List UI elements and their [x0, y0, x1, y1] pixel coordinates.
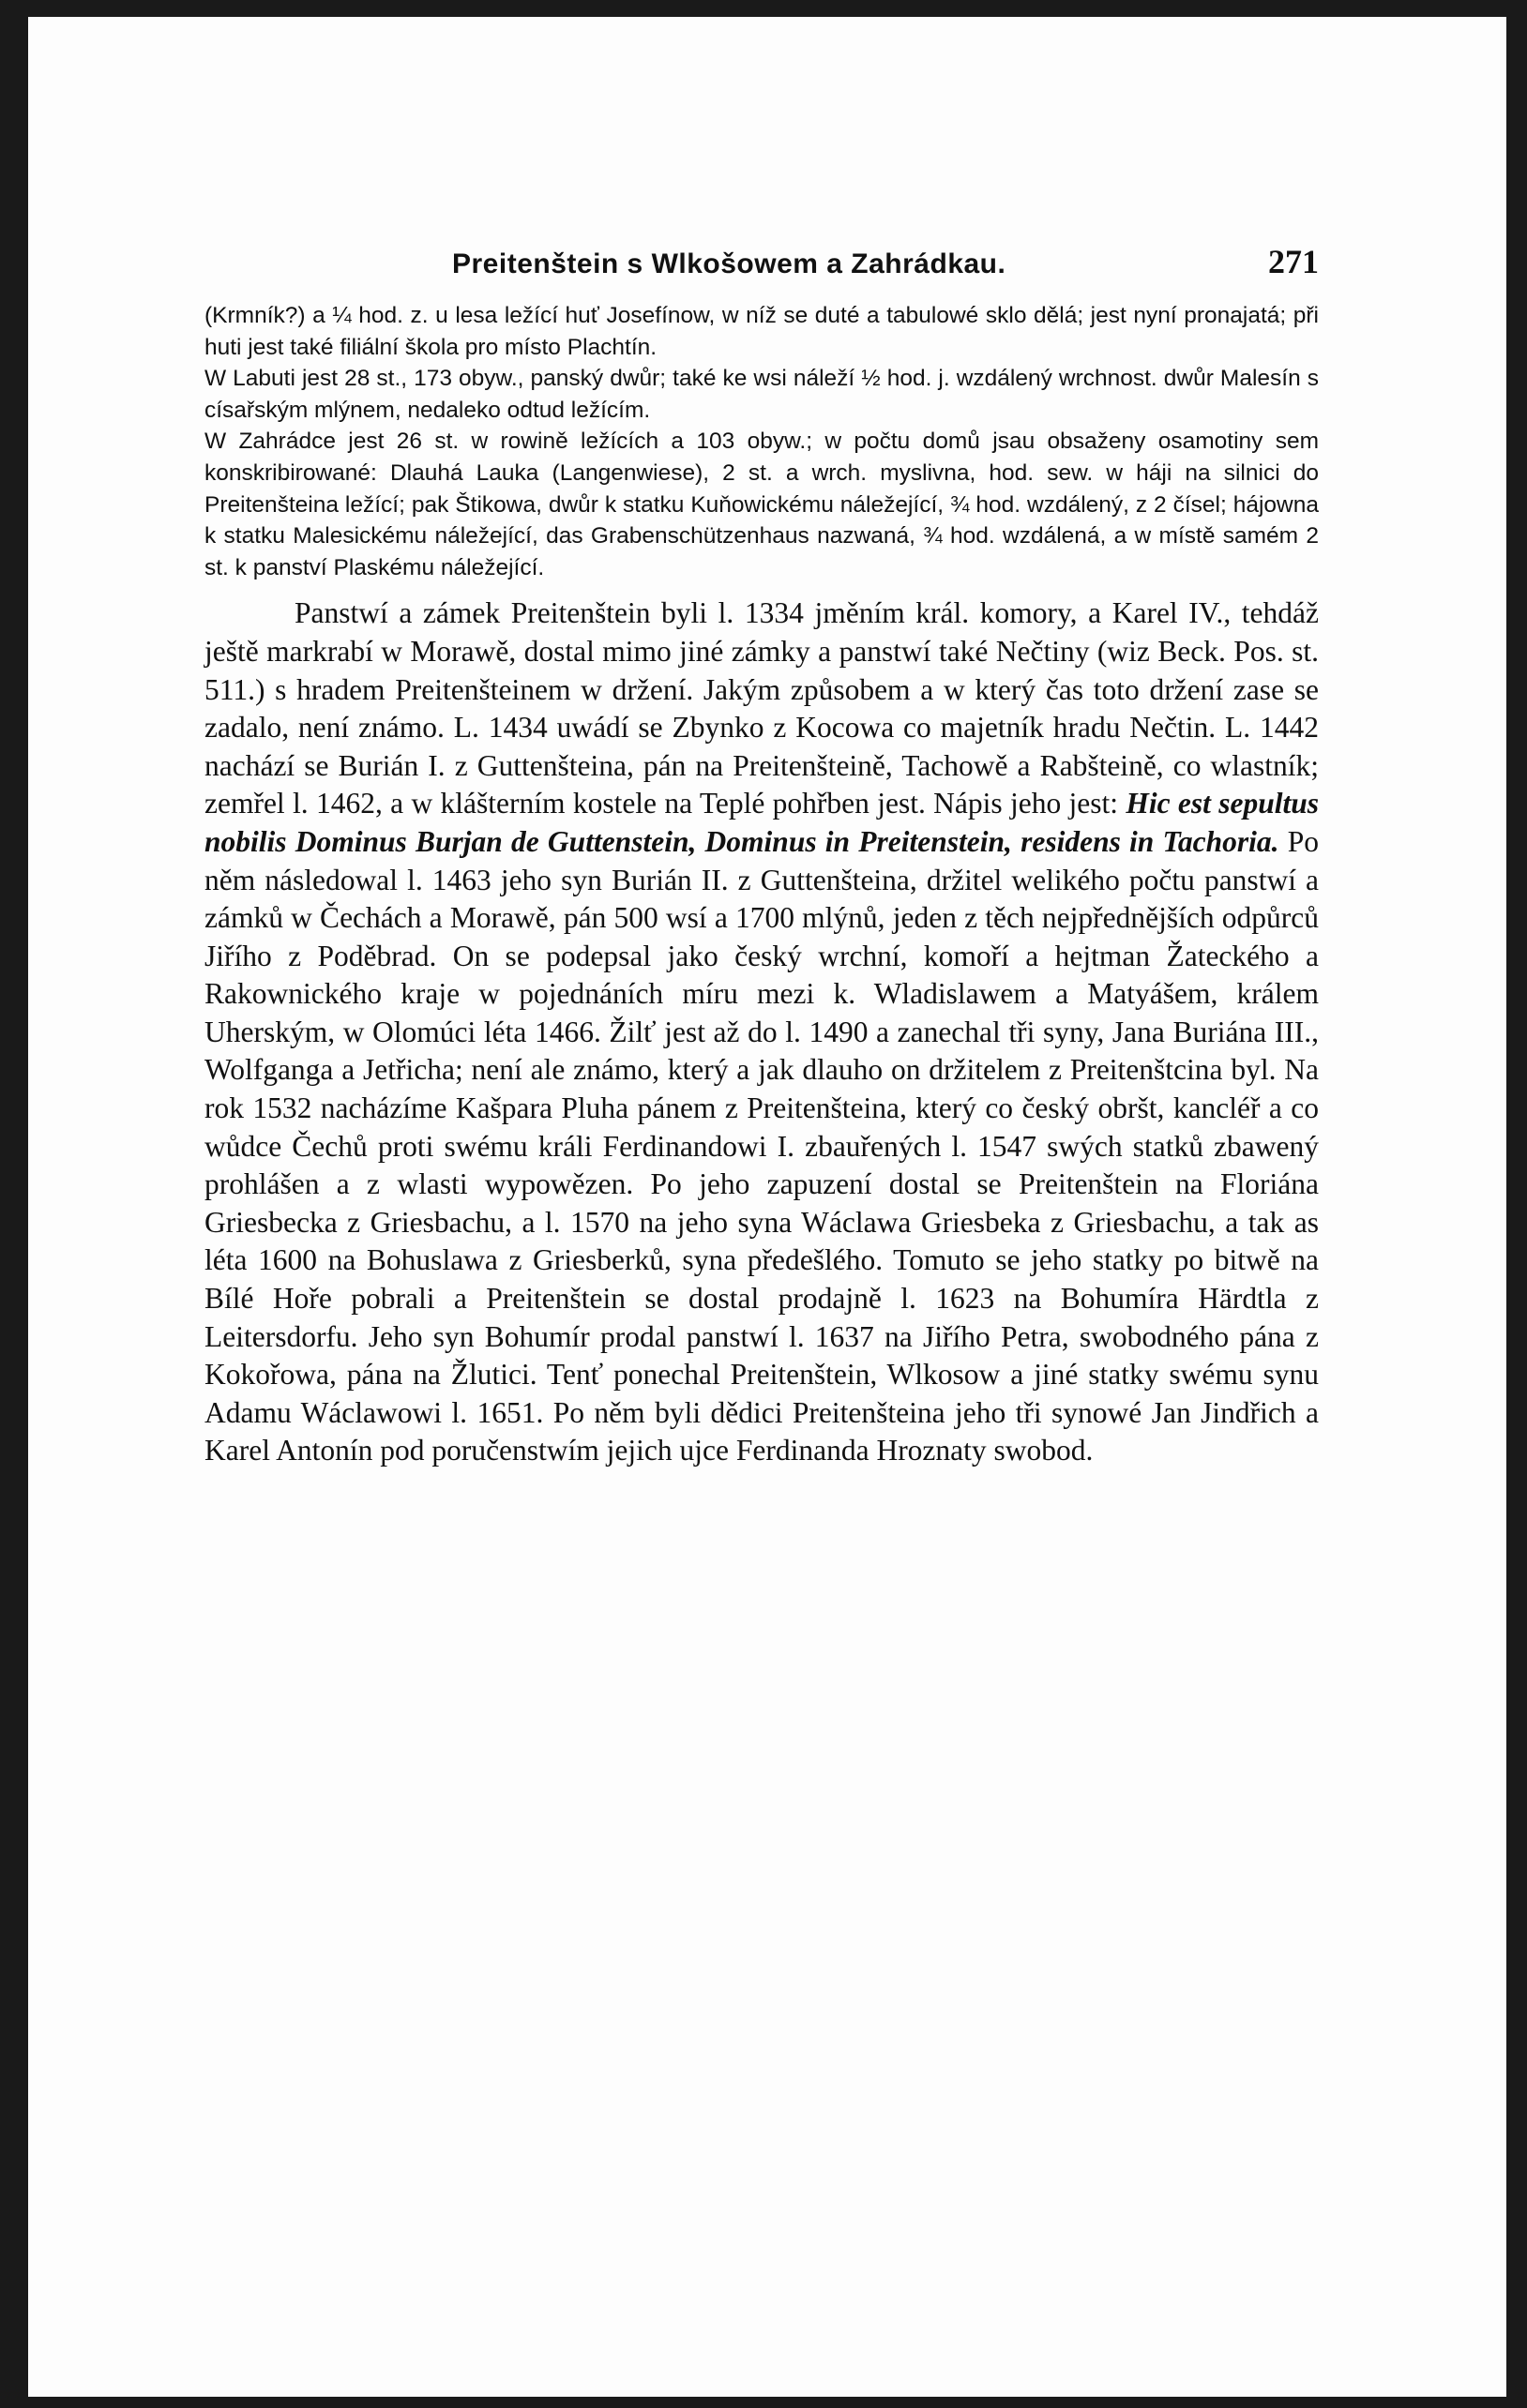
paragraph-text: (Krmník?) a ¼ hod. z. u lesa ležící huť Josefínow, w níž se duté a tabulowé sklo dělá; jest nyní pronajatá; při huti jest také filiální škola pro místo Plachtín.: [204, 303, 1319, 360]
paragraph-krmnik: [204, 300, 1319, 363]
running-header: [204, 242, 1319, 281]
history-text: Panstwí a zámek Preitenštein byli l. 1334 jměním král. komory, a Karel IV., tehdáž ještě markrabí w Morawě, dostal mimo jiné zámky a panstwí také Nečtiny (wiz Beck. Pos. st. 511.) s hradem Preitenšteinem w držení. Jakým způsobem a w který čas toto držení zase se zadalo, není známo. L. 1434 uwádí se Zbynko z Kocowa co majetník hradu Nečtin. L. 1442 nachází se Burián I. z Guttenšteina, pán na Preitenšteině, Tachowě a Rabšteině, co wlastník; zemřel l. 1462, a w klášterním kostele na Teplé pohřben jest. Nápis jeho jest:: [204, 596, 1319, 820]
history-continuation: Po něm následowal l. 1463 jeho syn Burián II. z Guttenšteina, držitel welikého počtu panstwí a zámků w Čechách a Morawě, pán 500 wsí a 1700 mlýnů, jeden z těch nejpřednějších odpůrců Jiřího z Poděbrad. On se podepsal jako český wrchní, komoří a hejtman Žateckého a Rakownického kraje w pojednáních míru mezi k. Wladislawem a Matyášem, králem Uherským, w Olomúci léta 1466. Žilť jest až do l. 1490 a zanechal tři syny, Jana Buriána III., Wolfganga a Jetřicha; není ale známo, který a jak dlauho on držitelem z Preitenštcina byl. Na rok 1532 nacházíme Kašpara Pluha pánem z Preitenšteina, který co český obršt, kancléř a co wůdce Čechů proti swému králi Ferdinandowi I. zbauřených l. 1547 swých statků zbawený prohlášen a z wlasti wypowězen. Po jeho zapuzení dostal se Preitenštein na Floriána Griesbecka z Griesbachu, a l. 1570 na jeho syna Wáclawa Griesbeka z Griesbachu, a tak as léta 1600 na Bohuslawa z Griesberků, syna předešlého. Tomuto se jeho statky po bitwě na Bílé Hoře pobrali a Preitenštein se dostal prodajně l. 1623 na Bohumíra Härdtla z Leitersdorfu. Jeho syn Bohumír prodal panstwí l. 1637 na Jiřího Petra, swobodného pána z Kokořowa, pána na Žlutici. Tenť ponechal Preitenštein, Wlkosow a jiné statky swému synu Adamu Wáclawowi l. 1651. Po něm byli dědici Preitenšteina jeho tři synowé Jan Jindřich a Karel Antonín pod poručenstwím jejich ujce Ferdinanda Hroznaty swobod.: [204, 824, 1319, 1467]
paragraph-history: [204, 594, 1319, 1470]
page-text-block: [204, 242, 1319, 1470]
paragraph-text: W Labuti jest 28 st., 173 obyw., panský dwůr; také ke wsi náleží ½ hod. j. wzdálený wrchnost. dwůr Malesín s císařským mlýnem, nedaleko odtud ležícím.: [204, 366, 1319, 423]
paragraph-labut: [204, 363, 1319, 426]
paragraph-zahradka: [204, 426, 1319, 583]
page-number: 271: [1268, 243, 1319, 280]
running-title: Preitenštein s Wlkošowem a Zahrádkau.: [452, 248, 1006, 279]
paragraph-text: W Zahrádce jest 26 st. w rowině ležících a 103 obyw.; w počtu domů jsau obsaženy osamotiny sem konskribirowané: Dlauhá Lauka (Langenwiese), 2 st. a wrch. myslivna, hod. sew. w háji na silnici do Preitenšteina ležící; pak Štikowa, dwůr k statku Kuňowickému náležející, ¾ hod. wzdálený, z 2 čísel; hájowna k statku Malesickému náležející, das Grabenschützenhaus nazwaná, ¾ hod. wzdálená, a w místě samém 2 st. k panství Plaskému náležející.: [204, 429, 1319, 580]
latin-inscription: Hic est sepultus nobilis Dominus Burjan de Guttenstein, Dominus in Preitenstein, residens in Tachoria.: [204, 787, 1320, 858]
book-page: [28, 17, 1506, 2397]
